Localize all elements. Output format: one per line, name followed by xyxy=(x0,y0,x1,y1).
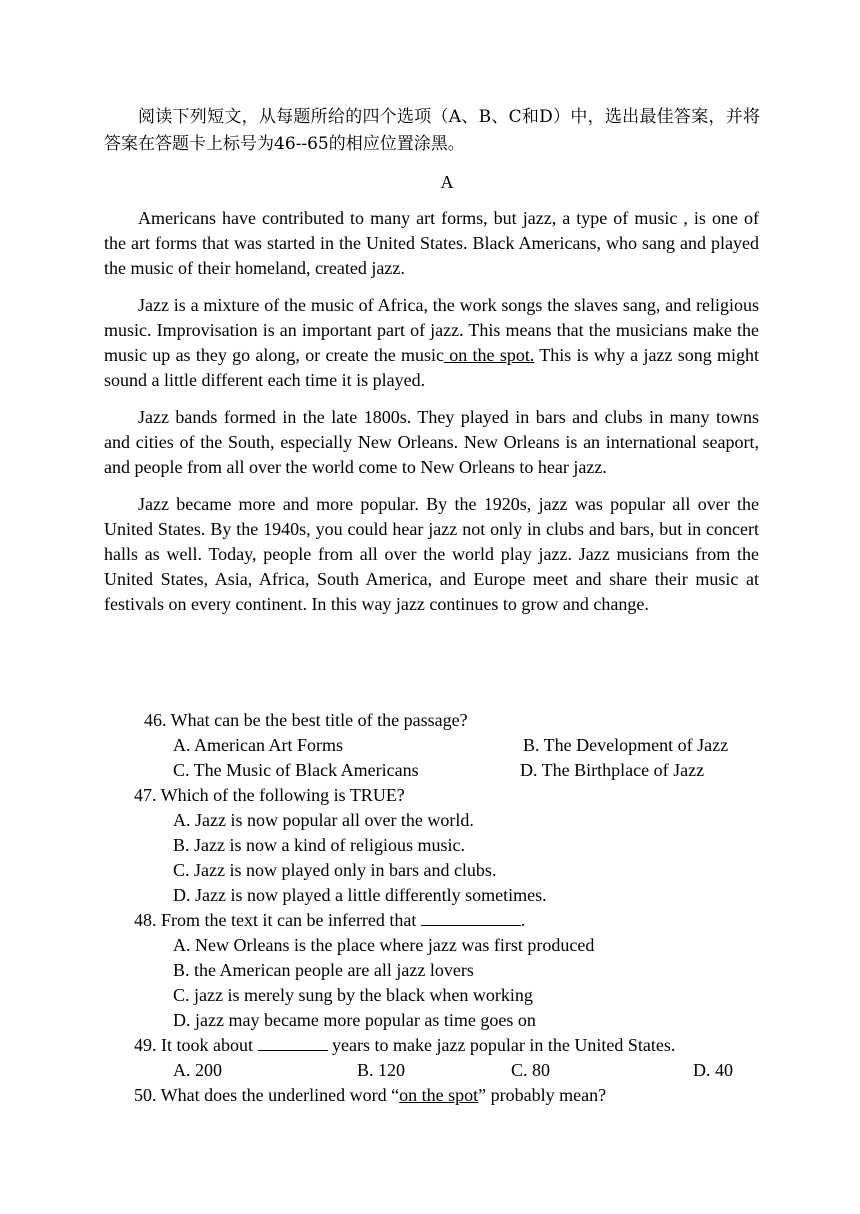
answer-blank xyxy=(421,909,521,926)
question-47-stem: 47. Which of the following is TRUE? xyxy=(134,785,405,805)
underlined-phrase: on the spot. xyxy=(443,345,535,365)
passage-paragraph-4: Jazz became more and more popular. By the 1920s, jazz was popular all over the United States. By the 1940s, you could hear jazz not only in clubs and bars, but in concert halls as well. Today, people from all over the world play jazz. Jazz musicians from the United States, Asia, Africa, South America, and Europe meet and share their music at festivals on every continent. In this way jazz continues to grow and change. xyxy=(104,494,759,614)
answer-blank xyxy=(258,1034,328,1051)
question-46-stem: 46. What can be the best title of the passage? xyxy=(144,710,468,730)
question-49-stem xyxy=(134,1033,675,1058)
question-50-stem-text: 50. What does the underlined word “ xyxy=(134,1085,400,1105)
paragraph-2-text-start: Jazz is a mixture of the music of Africa, the work songs the slaves sang, and religious music. Improvisation is an important part of jazz. This means that the musicians make the music up as they go along, or create the music xyxy=(104,295,759,365)
underlined-phrase-reference: on the spot xyxy=(399,1085,479,1105)
question-48-option-d: D. jazz may became more popular as time goes on xyxy=(173,1010,536,1030)
question-49-option-d: D. 40 xyxy=(693,1060,733,1080)
question-49-option-c: C. 80 xyxy=(511,1060,551,1080)
question-48-option-c: C. jazz is merely sung by the black when working xyxy=(173,985,533,1005)
paragraph-2-text-end: This is why a jazz song might sound a little different each time it is played. xyxy=(104,345,759,390)
passage-paragraph-2 xyxy=(104,293,759,393)
passage-paragraph-1: Americans have contributed to many art forms, but jazz, a type of music , is one of the art forms that was started in the United States. Black Americans, who sang and played the music of their homeland, created jazz. xyxy=(104,208,759,278)
instructions: 阅读下列短文，从每题所给的四个选项（A、B、C和D）中，选出最佳答案，并将答案在答题卡上标号为46--65的相应位置涂黑。 xyxy=(104,107,760,154)
question-46-option-d: D. The Birthplace of Jazz xyxy=(520,760,705,780)
question-48-option-a: A. New Orleans is the place where jazz was first produced xyxy=(173,935,595,955)
question-48-stem-end: . xyxy=(520,910,526,930)
question-46-option-b: B. The Development of Jazz xyxy=(523,735,729,755)
reading-passage xyxy=(104,206,759,629)
question-49-option-a: A. 200 xyxy=(173,1060,222,1080)
question-49-option-b: B. 120 xyxy=(357,1060,406,1080)
passage-paragraph-3: Jazz bands formed in the late 1800s. They played in bars and clubs in many towns and cities of the South, especially New Orleans. New Orleans is an international seaport, and people from all over the world come to New Orleans to hear jazz. xyxy=(104,407,759,477)
question-47-option-d: D. Jazz is now played a little differently sometimes. xyxy=(173,885,547,905)
question-46-option-a: A. American Art Forms xyxy=(173,735,343,755)
question-49-stem-end: years to make jazz popular in the United States. xyxy=(327,1035,676,1055)
question-50-stem xyxy=(134,1083,606,1108)
section-label: A xyxy=(440,172,454,192)
question-50-stem-end: ” probably mean? xyxy=(478,1085,607,1105)
question-47-option-c: C. Jazz is now played only in bars and clubs. xyxy=(173,860,497,880)
question-48-stem xyxy=(134,908,525,933)
question-47-option-b: B. Jazz is now a kind of religious music. xyxy=(173,835,465,855)
question-48-stem-text: 48. From the text it can be inferred that xyxy=(134,910,421,930)
question-47-option-a: A. Jazz is now popular all over the world. xyxy=(173,810,474,830)
question-49-stem-text: 49. It took about xyxy=(134,1035,258,1055)
question-46-option-c: C. The Music of Black Americans xyxy=(173,760,419,780)
question-48-option-b: B. the American people are all jazz lovers xyxy=(173,960,474,980)
